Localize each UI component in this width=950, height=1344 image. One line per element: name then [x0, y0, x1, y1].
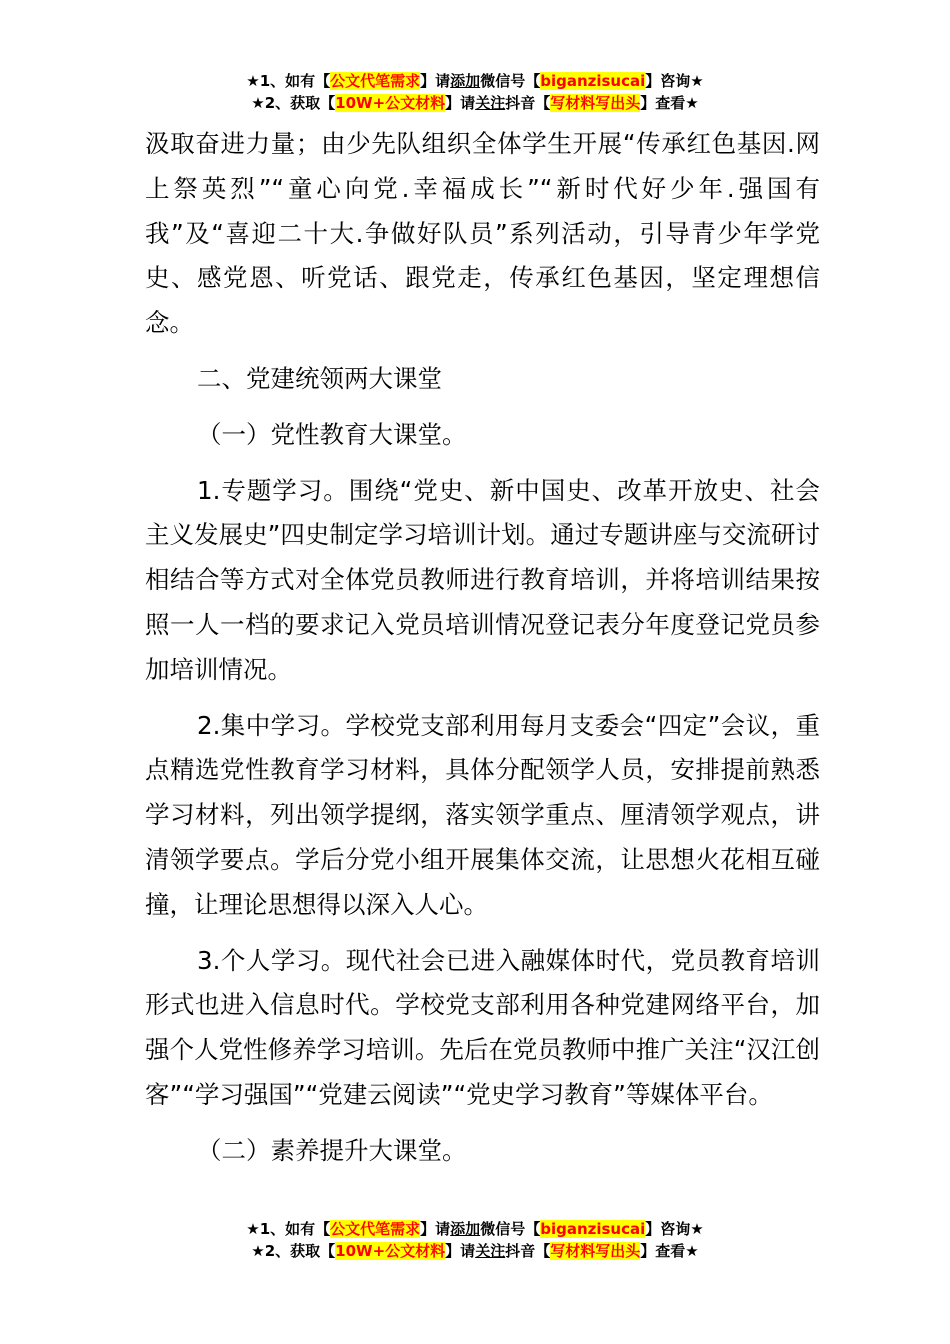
star-icon: ★ — [685, 94, 699, 112]
highlight-douyin: 写材料写出头 — [550, 94, 641, 112]
banner-text: 1、如有【 — [259, 72, 331, 90]
banner-text: 】查看 — [640, 94, 686, 112]
paragraph-group-study: 2.集中学习。学校党支部利用每月支委会“四定”会议，重点精选党性教育学习材料，具体分配领学人员，安排提前熟悉学习材料，列出领学提纲，落实领学重点、厘清领学观点，讲清领学要点。学后分党小组开展集体交流，让思想火花相互碰撞，让理论思想得以深入人心。 — [145, 710, 820, 919]
banner-text: 】查看 — [640, 1242, 686, 1260]
banner-text: 】请 — [445, 94, 476, 112]
banner-text: 抖音【 — [505, 1242, 551, 1260]
banner-line-2 — [0, 92, 950, 114]
star-icon: ★ — [251, 1242, 265, 1260]
banner-line-1 — [0, 1218, 950, 1240]
star-icon: ★ — [246, 72, 260, 90]
paragraph-individual-study: 3.个人学习。现代社会已进入融媒体时代，党员教育培训形式也进入信息时代。学校党支部利用各种党建网络平台，加强个人党性修养学习培训。先后在党员教师中推广关注“汉江创客”“学习强国”“党建云阅读”“党史学习教育”等媒体平台。 — [145, 945, 820, 1109]
star-icon: ★ — [685, 1242, 699, 1260]
highlight-douyin: 写材料写出头 — [550, 1242, 641, 1260]
highlight-service: 公文代笔需求 — [330, 1220, 421, 1238]
banner-text: 微信号【 — [480, 1220, 541, 1238]
banner-text: 】请 — [420, 1220, 451, 1238]
banner-text: 2、获取【 — [264, 1242, 336, 1260]
highlight-materials: 10W+公文材料 — [335, 1242, 446, 1260]
banner-text: 抖音【 — [505, 94, 551, 112]
banner-line-2 — [0, 1240, 950, 1262]
underlined-text: 添加 — [450, 1220, 481, 1238]
subsection-heading: （二）素养提升大课堂。 — [197, 1135, 467, 1165]
banner-text: 微信号【 — [480, 72, 541, 90]
highlight-materials: 10W+公文材料 — [335, 94, 446, 112]
highlight-wechat-id: biganzisucai — [540, 72, 646, 90]
header-banner — [0, 70, 950, 114]
paragraph-topic-study: 1.专题学习。围绕“党史、新中国史、改革开放史、社会主义发展史”四史制定学习培训计划。通过专题讲座与交流研讨相结合等方式对全体党员教师进行教育培训，并将培训结果按照一人一档的要求记入党员培训情况登记表分年度登记党员参加培训情况。 — [145, 475, 820, 684]
star-icon: ★ — [246, 1220, 260, 1238]
section-heading: 二、党建统领两大课堂 — [197, 363, 442, 393]
footer-banner — [0, 1218, 950, 1262]
document-body — [145, 122, 820, 1174]
banner-text: 2、获取【 — [264, 94, 336, 112]
highlight-service: 公文代笔需求 — [330, 72, 421, 90]
banner-text: 1、如有【 — [259, 1220, 331, 1238]
banner-text: 】请 — [445, 1242, 476, 1260]
banner-line-1 — [0, 70, 950, 92]
highlight-wechat-id: biganzisucai — [540, 1220, 646, 1238]
subsection-heading: （一）党性教育大课堂。 — [197, 419, 467, 449]
underlined-text: 关注 — [475, 94, 506, 112]
banner-text: 】咨询 — [645, 72, 691, 90]
banner-text: 】咨询 — [645, 1220, 691, 1238]
underlined-text: 关注 — [475, 1242, 506, 1260]
star-icon: ★ — [690, 1220, 704, 1238]
star-icon: ★ — [690, 72, 704, 90]
star-icon: ★ — [251, 94, 265, 112]
banner-text: 】请 — [420, 72, 451, 90]
paragraph-continuation: 汲取奋进力量；由少先队组织全体学生开展“传承红色基因.网上祭英烈”“童心向党.幸福成长”“新时代好少年.强国有我”及“喜迎二十大.争做好队员”系列活动，引导青少年学党史、感党恩、听党话、跟党走，传承红色基因，坚定理想信念。 — [145, 129, 820, 338]
underlined-text: 添加 — [450, 72, 481, 90]
